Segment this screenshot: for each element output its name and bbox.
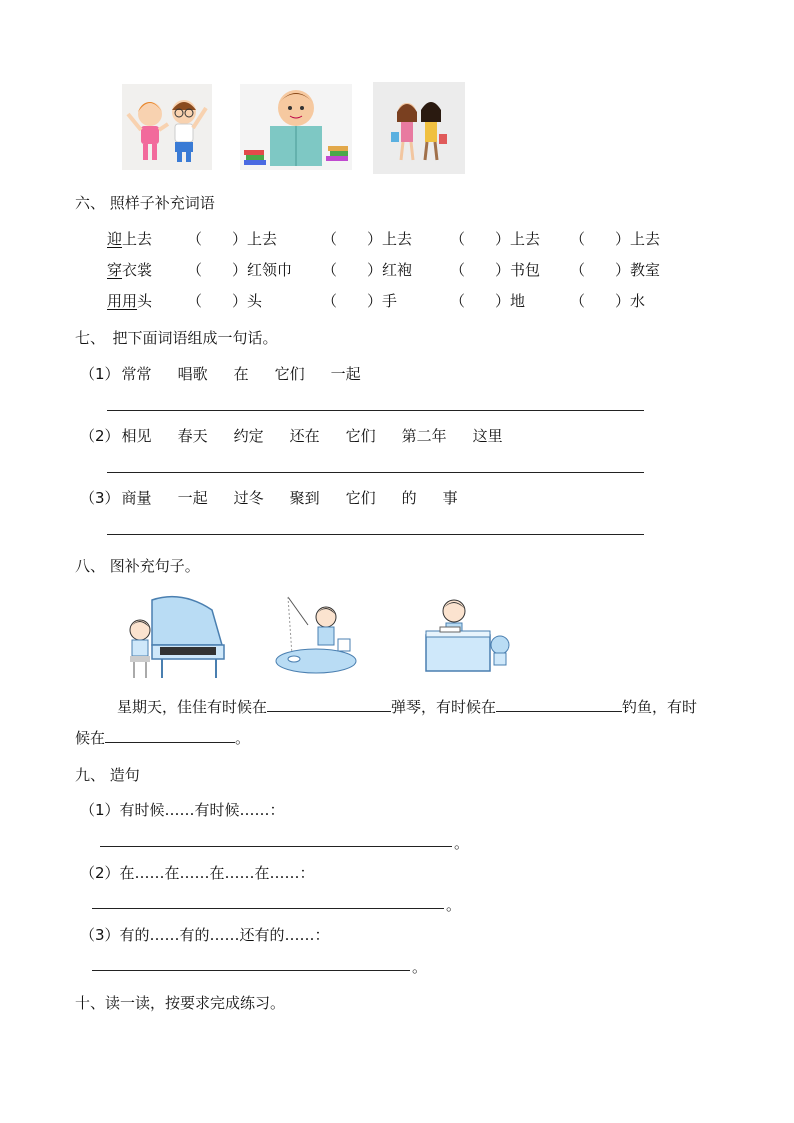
section-6-heading: 六、 照样子补充词语 (75, 194, 215, 212)
blank-word[interactable]: （ ）手 (322, 292, 398, 310)
blank-word[interactable]: （ ）上去 (187, 230, 278, 248)
word: 相见 (121, 427, 152, 445)
answer-line[interactable] (92, 908, 444, 909)
blank-word[interactable]: （ ）头 (187, 292, 263, 310)
item-number: （1） (80, 365, 120, 383)
word: 它们 (345, 427, 376, 445)
blank-word[interactable]: （ ）上去 (450, 230, 541, 248)
word-list-1 (80, 363, 387, 384)
answer-line[interactable] (92, 970, 410, 971)
blank-word[interactable]: （ ）书包 (450, 261, 541, 279)
answer-line[interactable] (100, 846, 452, 847)
answer-line-3[interactable] (107, 534, 644, 535)
prompt-3: （3）有的……有的……还有的……： (80, 926, 330, 944)
girl-fishing-image (268, 595, 364, 679)
word: 过冬 (233, 489, 264, 507)
word: 春天 (177, 427, 208, 445)
word: 它们 (274, 365, 305, 383)
girl-at-desk-image (420, 595, 512, 675)
boy-reading-book-image (240, 84, 352, 170)
word: 还在 (289, 427, 320, 445)
word: 聚到 (289, 489, 320, 507)
answer-line-1[interactable] (107, 410, 644, 411)
word: 商量 (121, 489, 152, 507)
section-10-heading: 十、读一读，按要求完成练习。 (75, 994, 286, 1012)
prompt-1: （1）有时候……有时候……： (80, 801, 285, 819)
word: 常常 (121, 365, 152, 383)
answer-blank[interactable] (105, 728, 235, 743)
blank-word[interactable]: （ ）上去 (322, 230, 413, 248)
blank-word[interactable]: （ ）地 (450, 292, 526, 310)
word: 约定 (233, 427, 264, 445)
word: 在 (233, 365, 249, 383)
section-8-heading: 八、 图补充句子。 (75, 557, 200, 575)
word: 这里 (472, 427, 503, 445)
blank-word[interactable]: （ ）水 (570, 292, 646, 310)
girls-talking-image (373, 82, 465, 174)
word: 的 (401, 489, 417, 507)
word: 一起 (330, 365, 361, 383)
sentence-line-1: 星期天，佳佳有时候在 弹琴，有时候在 钓鱼，有时 (117, 698, 698, 716)
word: 一起 (177, 489, 208, 507)
word: 唱歌 (177, 365, 208, 383)
item-number: （2） (80, 427, 120, 445)
word-list-3 (80, 487, 484, 508)
girl-playing-piano-image (122, 590, 232, 682)
item-number: （3） (80, 489, 120, 507)
blank-word[interactable]: （ ）上去 (570, 230, 661, 248)
word-list-2 (80, 425, 529, 446)
answer-blank[interactable] (267, 697, 391, 712)
sentence-line-2: 候在 。 (75, 729, 251, 747)
section-7-heading: 七、 把下面词语组成一句话。 (75, 329, 278, 347)
section-9-heading: 九、 造句 (75, 766, 140, 784)
word: 第二年 (401, 427, 447, 445)
answer-line-2[interactable] (107, 472, 644, 473)
prompt-2: （2）在……在……在……在……： (80, 864, 315, 882)
blank-word[interactable]: （ ）教室 (570, 261, 661, 279)
example-word: 用用头 (107, 292, 153, 310)
example-word: 迎上去 (107, 230, 153, 248)
word: 事 (442, 489, 458, 507)
period: 。 (412, 958, 428, 976)
period: 。 (446, 896, 462, 914)
blank-word[interactable]: （ ）红袍 (322, 261, 413, 279)
example-word: 穿衣裳 (107, 261, 153, 279)
blank-word[interactable]: （ ）红领巾 (187, 261, 293, 279)
kids-exercising-image (122, 84, 212, 170)
word: 它们 (345, 489, 376, 507)
period: 。 (454, 834, 470, 852)
answer-blank[interactable] (496, 697, 622, 712)
